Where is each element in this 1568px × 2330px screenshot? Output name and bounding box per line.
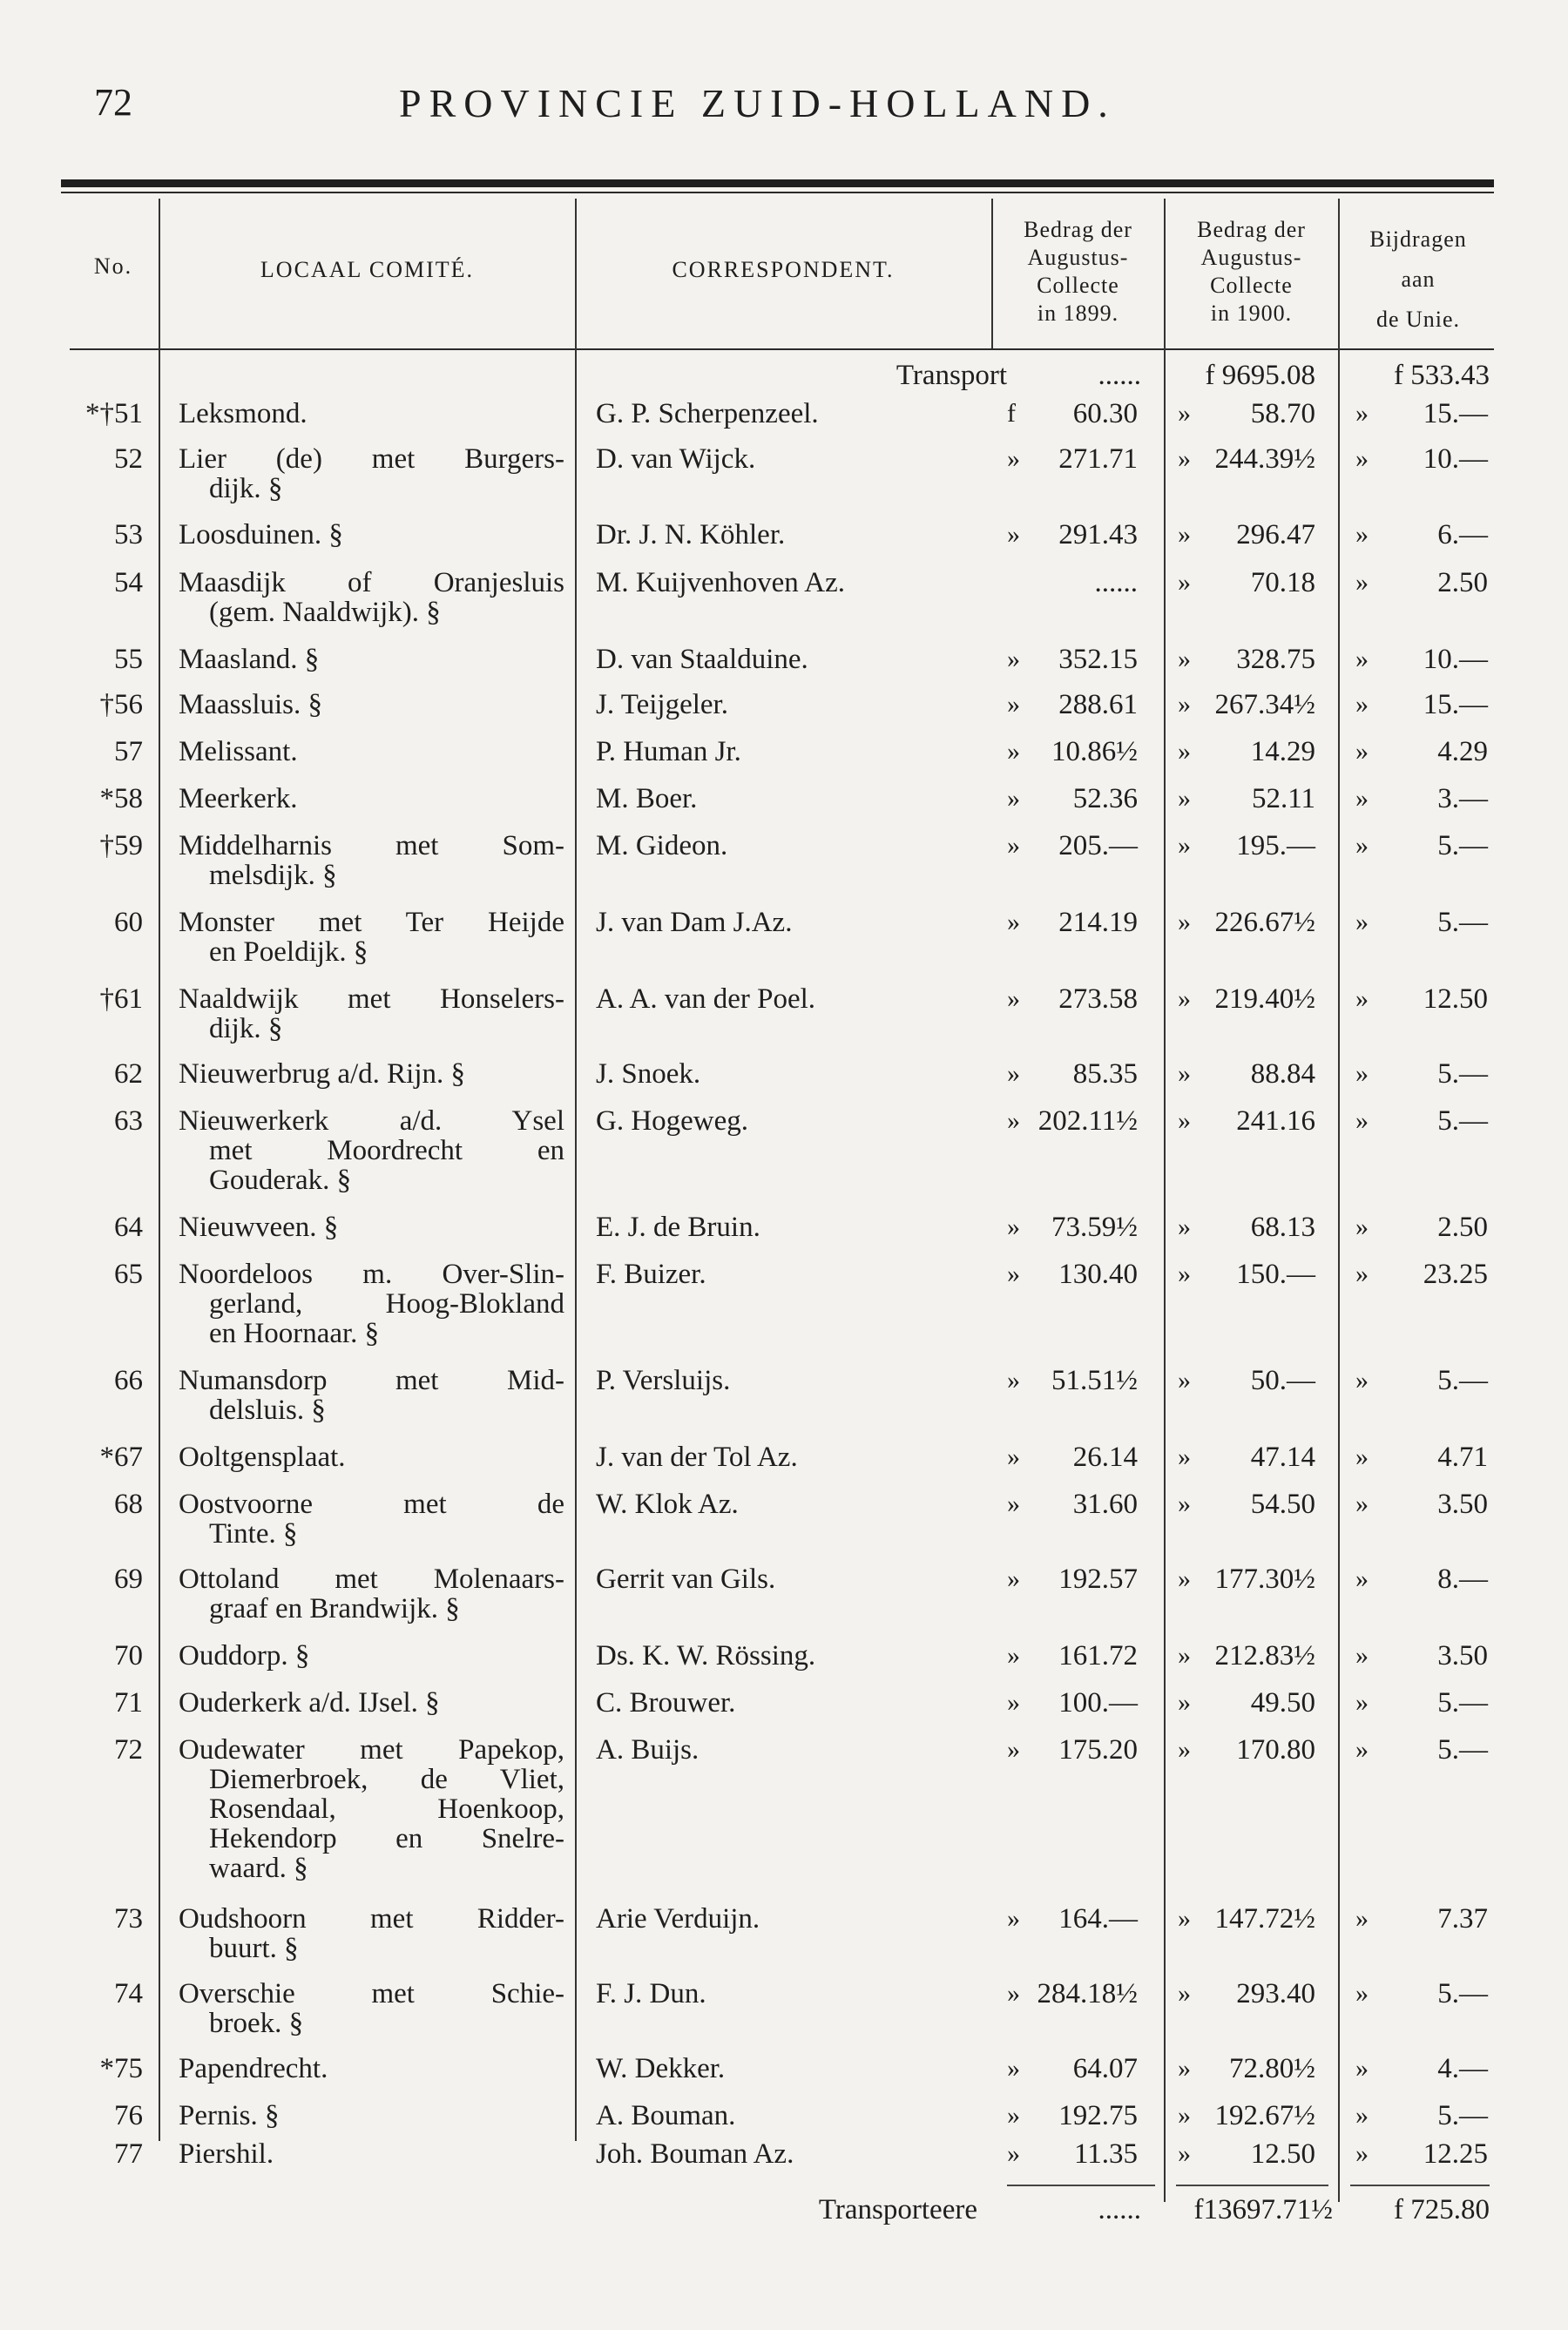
row-number: 72 bbox=[114, 1734, 143, 1766]
correspondent: A. Buijs. bbox=[596, 1734, 700, 1766]
amount-1900: 58.70 bbox=[1250, 398, 1315, 429]
prefix-unie: » bbox=[1355, 1564, 1369, 1593]
row-number: 66 bbox=[114, 1365, 143, 1396]
comite-line: Numansdorp met Mid- bbox=[179, 1365, 564, 1396]
correspondent: A. Bouman. bbox=[596, 2100, 736, 2131]
amount-1899: 192.57 bbox=[1058, 1563, 1138, 1595]
col-sep-1 bbox=[159, 199, 160, 2141]
amount-1900: 54.50 bbox=[1250, 1489, 1315, 1520]
amount-1900: 177.30½ bbox=[1214, 1563, 1315, 1595]
prefix-1899: » bbox=[1007, 645, 1020, 673]
header-no: No. bbox=[93, 253, 133, 279]
amount-unie: 4.29 bbox=[1437, 736, 1488, 767]
comite-line: Naaldwijk met Honselers- bbox=[179, 983, 564, 1015]
row-number: 65 bbox=[114, 1259, 143, 1290]
comite-line: Pernis. § bbox=[179, 2100, 280, 2131]
comite-line: Nieuwerkerk a/d. Ysel bbox=[179, 1105, 564, 1137]
amount-1900: 147.72½ bbox=[1214, 1903, 1315, 1935]
prefix-1899: » bbox=[1007, 444, 1020, 473]
comite-line: Noordeloos m. Over-Slin- bbox=[179, 1259, 564, 1290]
amount-unie: 6.— bbox=[1437, 519, 1488, 550]
sum-line-1899 bbox=[1007, 2185, 1155, 2186]
comite-line: waard. § bbox=[209, 1853, 308, 1884]
amount-unie: 3.50 bbox=[1437, 1489, 1488, 1520]
header-rule bbox=[70, 348, 1494, 350]
transporteere-1899: ...... bbox=[1098, 2194, 1141, 2225]
amount-unie: 12.50 bbox=[1423, 983, 1488, 1015]
prefix-1900: » bbox=[1178, 831, 1191, 860]
prefix-unie: » bbox=[1355, 568, 1369, 597]
transporteere-1900: f13697.71½ bbox=[1193, 2194, 1333, 2225]
amount-1899: 284.18½ bbox=[1037, 1978, 1138, 2009]
row-number: 52 bbox=[114, 443, 143, 475]
amount-1899: 175.20 bbox=[1058, 1734, 1138, 1766]
amount-1900: 192.67½ bbox=[1214, 2100, 1315, 2131]
amount-1900: 49.50 bbox=[1250, 1687, 1315, 1719]
row-number: 71 bbox=[114, 1687, 143, 1719]
comite-line: Piershil. bbox=[179, 2138, 274, 2170]
correspondent: J. Snoek. bbox=[596, 1058, 701, 1090]
comite-line: Maassluis. § bbox=[179, 689, 322, 720]
prefix-1899: » bbox=[1007, 831, 1020, 860]
prefix-unie: » bbox=[1355, 908, 1369, 936]
amount-1900: 195.— bbox=[1236, 830, 1315, 861]
prefix-1899: » bbox=[1007, 784, 1020, 813]
row-number: 74 bbox=[114, 1978, 143, 2009]
header-1899-line: Collecte bbox=[1037, 273, 1119, 298]
comite-line: dijk. § bbox=[209, 473, 283, 504]
correspondent: W. Dekker. bbox=[596, 2053, 726, 2084]
amount-unie: 15.— bbox=[1423, 689, 1488, 720]
prefix-1899: » bbox=[1007, 1059, 1020, 1088]
prefix-1900: » bbox=[1178, 690, 1191, 719]
prefix-unie: » bbox=[1355, 784, 1369, 813]
amount-1899: 205.— bbox=[1058, 830, 1138, 861]
prefix-1900: » bbox=[1178, 1260, 1191, 1288]
prefix-1899: » bbox=[1007, 2139, 1020, 2168]
header-1900-line: in 1900. bbox=[1210, 301, 1293, 326]
correspondent: F. Buizer. bbox=[596, 1259, 706, 1290]
amount-unie: 5.— bbox=[1437, 907, 1488, 938]
correspondent: P. Versluijs. bbox=[596, 1365, 731, 1396]
comite-line: Monster met Ter Heijde bbox=[179, 907, 564, 938]
row-number: †61 bbox=[99, 983, 143, 1015]
row-number: 77 bbox=[114, 2138, 143, 2170]
header-unie-line: de Unie. bbox=[1375, 307, 1461, 332]
prefix-unie: » bbox=[1355, 1489, 1369, 1518]
amount-1899: 130.40 bbox=[1058, 1259, 1138, 1290]
amount-1900: 88.84 bbox=[1250, 1058, 1315, 1090]
correspondent: M. Kuijvenhoven Az. bbox=[596, 567, 845, 598]
page-title: PROVINCIE ZUID-HOLLAND. bbox=[399, 81, 1116, 125]
comite-line: dijk. § bbox=[209, 1013, 283, 1044]
header-unie-line: aan bbox=[1401, 267, 1436, 292]
row-number: 60 bbox=[114, 907, 143, 938]
correspondent: C. Brouwer. bbox=[596, 1687, 736, 1719]
header-1900 bbox=[1166, 216, 1337, 328]
amount-1899: 288.61 bbox=[1058, 689, 1138, 720]
sum-line-unie bbox=[1350, 2185, 1490, 2186]
comite-line: met Moordrecht en bbox=[209, 1135, 564, 1166]
comite-line: Oudewater met Papekop, bbox=[179, 1734, 564, 1766]
prefix-unie: » bbox=[1355, 1641, 1369, 1670]
amount-1899: 73.59½ bbox=[1051, 1212, 1138, 1243]
header-1899 bbox=[993, 216, 1163, 328]
header-comite: LOCAAL COMITÉ. bbox=[260, 257, 475, 282]
amount-1899: 31.60 bbox=[1072, 1489, 1138, 1520]
correspondent: M. Gideon. bbox=[596, 830, 728, 861]
amount-1899: 273.58 bbox=[1058, 983, 1138, 1015]
transport-1900: f 9695.08 bbox=[1205, 360, 1315, 391]
row-number: 63 bbox=[114, 1105, 143, 1137]
amount-1899: 51.51½ bbox=[1051, 1365, 1138, 1396]
comite-line: Rosendaal, Hoenkoop, bbox=[209, 1793, 564, 1825]
prefix-1899: » bbox=[1007, 1212, 1020, 1241]
prefix-unie: » bbox=[1355, 444, 1369, 473]
row-number: †59 bbox=[99, 830, 143, 861]
correspondent: J. van der Tol Az. bbox=[596, 1442, 798, 1473]
prefix-1899: » bbox=[1007, 1442, 1020, 1471]
comite-line: Ouderkerk a/d. IJsel. § bbox=[179, 1687, 440, 1719]
prefix-1899: » bbox=[1007, 984, 1020, 1013]
amount-1899: 52.36 bbox=[1072, 783, 1138, 814]
prefix-unie: » bbox=[1355, 1212, 1369, 1241]
comite-line: Lier (de) met Burgers- bbox=[179, 443, 564, 475]
prefix-1900: » bbox=[1178, 2054, 1191, 2083]
header-correspondent: CORRESPONDENT. bbox=[672, 257, 895, 282]
amount-unie: 5.— bbox=[1437, 830, 1488, 861]
comite-line: buurt. § bbox=[209, 1933, 299, 1964]
correspondent: J. Teijgeler. bbox=[596, 689, 728, 720]
prefix-1899: » bbox=[1007, 520, 1020, 549]
amount-unie: 2.50 bbox=[1437, 567, 1488, 598]
correspondent: D. van Staalduine. bbox=[596, 644, 808, 675]
comite-line: Nieuwerbrug a/d. Rijn. § bbox=[179, 1058, 466, 1090]
correspondent: E. J. de Bruin. bbox=[596, 1212, 760, 1243]
comite-line: broek. § bbox=[209, 2008, 304, 2039]
prefix-1899: » bbox=[1007, 1979, 1020, 2008]
prefix-1900: » bbox=[1178, 1641, 1191, 1670]
comite-line: Ottoland met Molenaars- bbox=[179, 1563, 564, 1595]
prefix-1900: » bbox=[1178, 1564, 1191, 1593]
col-sep-4 bbox=[1164, 199, 1166, 2202]
amount-1900: 68.13 bbox=[1250, 1212, 1315, 1243]
correspondent: G. Hogeweg. bbox=[596, 1105, 749, 1137]
amount-unie: 5.— bbox=[1437, 1687, 1488, 1719]
amount-unie: 15.— bbox=[1423, 398, 1488, 429]
header-unie bbox=[1340, 219, 1497, 340]
prefix-1899: » bbox=[1007, 1489, 1020, 1518]
amount-unie: 2.50 bbox=[1437, 1212, 1488, 1243]
amount-1899: 26.14 bbox=[1072, 1442, 1138, 1473]
amount-1900: 328.75 bbox=[1236, 644, 1315, 675]
prefix-1900: » bbox=[1178, 984, 1191, 1013]
col-sep-2 bbox=[575, 199, 577, 2141]
amount-unie: 8.— bbox=[1437, 1563, 1488, 1595]
comite-line: Meerkerk. bbox=[179, 783, 298, 814]
prefix-1900: » bbox=[1178, 1489, 1191, 1518]
prefix-unie: » bbox=[1355, 984, 1369, 1013]
prefix-1900: » bbox=[1178, 645, 1191, 673]
prefix-unie: » bbox=[1355, 737, 1369, 766]
transport-unie: f 533.43 bbox=[1394, 360, 1490, 391]
comite-line: Middelharnis met Som- bbox=[179, 830, 564, 861]
prefix-1899: » bbox=[1007, 1904, 1020, 1933]
comite-line: delsluis. § bbox=[209, 1395, 326, 1426]
amount-1900: 244.39½ bbox=[1214, 443, 1315, 475]
prefix-1900: » bbox=[1178, 444, 1191, 473]
row-number: †56 bbox=[99, 689, 143, 720]
amount-unie: 7.37 bbox=[1437, 1903, 1488, 1935]
prefix-1899: » bbox=[1007, 1106, 1020, 1135]
correspondent: W. Klok Az. bbox=[596, 1489, 739, 1520]
prefix-1899: » bbox=[1007, 737, 1020, 766]
amount-1899: 202.11½ bbox=[1037, 1105, 1138, 1137]
correspondent: Arie Verduijn. bbox=[596, 1903, 760, 1935]
amount-1899: 214.19 bbox=[1058, 907, 1138, 938]
header-unie-line: Bijdragen bbox=[1369, 226, 1467, 252]
amount-1899: 10.86½ bbox=[1051, 736, 1138, 767]
row-number: 70 bbox=[114, 1640, 143, 1672]
top-rule-thick bbox=[61, 179, 1494, 187]
amount-unie: 4.— bbox=[1437, 2053, 1488, 2084]
amount-1899: 271.71 bbox=[1058, 443, 1138, 475]
row-number: 73 bbox=[114, 1903, 143, 1935]
amount-1900: 14.29 bbox=[1250, 736, 1315, 767]
prefix-1900: » bbox=[1178, 1212, 1191, 1241]
row-number: 55 bbox=[114, 644, 143, 675]
comite-line: Loosduinen. § bbox=[179, 519, 343, 550]
correspondent: F. J. Dun. bbox=[596, 1978, 706, 2009]
amount-1900: 296.47 bbox=[1236, 519, 1315, 550]
prefix-1900: » bbox=[1178, 908, 1191, 936]
prefix-unie: » bbox=[1355, 2139, 1369, 2168]
prefix-1899: » bbox=[1007, 2054, 1020, 2083]
header-1900-line: Collecte bbox=[1210, 273, 1293, 298]
comite-line: Ouddorp. § bbox=[179, 1640, 310, 1672]
prefix-unie: » bbox=[1355, 690, 1369, 719]
amount-1900: 219.40½ bbox=[1214, 983, 1315, 1015]
comite-line: en Poeldijk. § bbox=[209, 936, 368, 968]
amount-unie: 10.— bbox=[1423, 443, 1488, 475]
comite-line: Leksmond. bbox=[179, 398, 308, 429]
amount-unie: 5.— bbox=[1437, 1105, 1488, 1137]
amount-1900: 50.— bbox=[1250, 1365, 1315, 1396]
correspondent: Dr. J. N. Köhler. bbox=[596, 519, 786, 550]
prefix-1900: » bbox=[1178, 2139, 1191, 2168]
prefix-1900: » bbox=[1178, 1059, 1191, 1088]
prefix-1899: » bbox=[1007, 2101, 1020, 2130]
amount-1899: 64.07 bbox=[1072, 2053, 1138, 2084]
prefix-1899: » bbox=[1007, 1260, 1020, 1288]
header-1899-line: Augustus- bbox=[1027, 245, 1129, 270]
amount-1900: 150.— bbox=[1236, 1259, 1315, 1290]
amount-1900: 293.40 bbox=[1236, 1978, 1315, 2009]
prefix-unie: » bbox=[1355, 1106, 1369, 1135]
amount-1900: 267.34½ bbox=[1214, 689, 1315, 720]
transporteere-label: Transporteere bbox=[818, 2194, 977, 2225]
row-number: 69 bbox=[114, 1563, 143, 1595]
comite-line: Maasland. § bbox=[179, 644, 320, 675]
amount-1900: 72.80½ bbox=[1229, 2053, 1315, 2084]
comite-line: Ooltgensplaat. bbox=[179, 1442, 346, 1473]
prefix-1900: » bbox=[1178, 784, 1191, 813]
correspondent: M. Boer. bbox=[596, 783, 698, 814]
prefix-1900: » bbox=[1178, 399, 1191, 428]
prefix-1900: » bbox=[1178, 1735, 1191, 1764]
prefix-1899: » bbox=[1007, 1366, 1020, 1395]
amount-1900: 170.80 bbox=[1236, 1734, 1315, 1766]
prefix-1900: » bbox=[1178, 520, 1191, 549]
comite-line: Hekendorp en Snelre- bbox=[209, 1823, 564, 1854]
prefix-1899: » bbox=[1007, 690, 1020, 719]
correspondent: D. van Wijck. bbox=[596, 443, 756, 475]
amount-unie: 10.— bbox=[1423, 644, 1488, 675]
prefix-1900: » bbox=[1178, 2101, 1191, 2130]
header-1899-line: Bedrag der bbox=[1024, 217, 1132, 242]
comite-line: graaf en Brandwijk. § bbox=[209, 1593, 460, 1624]
prefix-1899: f bbox=[1007, 399, 1016, 428]
prefix-unie: » bbox=[1355, 2054, 1369, 2083]
prefix-unie: » bbox=[1355, 1979, 1369, 2008]
amount-1899: 11.35 bbox=[1073, 2138, 1138, 2170]
amount-unie: 3.50 bbox=[1437, 1640, 1488, 1672]
prefix-unie: » bbox=[1355, 1059, 1369, 1088]
amount-1899: 60.30 bbox=[1072, 398, 1138, 429]
prefix-unie: » bbox=[1355, 645, 1369, 673]
amount-1899: 85.35 bbox=[1072, 1058, 1138, 1090]
amount-1900: 70.18 bbox=[1250, 567, 1315, 598]
header-1900-line: Augustus- bbox=[1200, 245, 1302, 270]
comite-line: Maasdijk of Oranjesluis bbox=[179, 567, 564, 598]
amount-1899: 291.43 bbox=[1058, 519, 1138, 550]
correspondent: Ds. K. W. Rössing. bbox=[596, 1640, 816, 1672]
prefix-1900: » bbox=[1178, 1979, 1191, 2008]
prefix-1900: » bbox=[1178, 1366, 1191, 1395]
prefix-unie: » bbox=[1355, 1442, 1369, 1471]
comite-line: Nieuwveen. § bbox=[179, 1212, 339, 1243]
amount-1899: 352.15 bbox=[1058, 644, 1138, 675]
prefix-1899: » bbox=[1007, 1688, 1020, 1717]
amount-unie: 5.— bbox=[1437, 1365, 1488, 1396]
amount-1899: 100.— bbox=[1058, 1687, 1138, 1719]
comite-line: gerland, Hoog-Blokland bbox=[209, 1288, 564, 1320]
prefix-1899: » bbox=[1007, 1641, 1020, 1670]
prefix-unie: » bbox=[1355, 399, 1369, 428]
sum-line-1900 bbox=[1176, 2185, 1328, 2186]
page-number: 72 bbox=[94, 81, 132, 124]
transport-label: Transport bbox=[896, 360, 1007, 391]
correspondent: Joh. Bouman Az. bbox=[596, 2138, 794, 2170]
row-number: 68 bbox=[114, 1489, 143, 1520]
row-number: *†51 bbox=[85, 398, 143, 429]
amount-1899: 161.72 bbox=[1058, 1640, 1138, 1672]
comite-line: en Hoornaar. § bbox=[209, 1318, 380, 1349]
comite-line: Oudshoorn met Ridder- bbox=[179, 1903, 564, 1935]
prefix-unie: » bbox=[1355, 1260, 1369, 1288]
comite-line: Oostvoorne met de bbox=[179, 1489, 564, 1520]
prefix-unie: » bbox=[1355, 831, 1369, 860]
comite-line: Diemerbroek, de Vliet, bbox=[209, 1764, 564, 1795]
row-number: *75 bbox=[99, 2053, 143, 2084]
row-number: 76 bbox=[114, 2100, 143, 2131]
prefix-1899: » bbox=[1007, 1735, 1020, 1764]
amount-unie: 5.— bbox=[1437, 2100, 1488, 2131]
amount-1900: 12.50 bbox=[1250, 2138, 1315, 2170]
comite-line: melsdijk. § bbox=[209, 860, 337, 891]
correspondent: Gerrit van Gils. bbox=[596, 1563, 776, 1595]
top-rule-thin bbox=[61, 192, 1494, 193]
correspondent: J. van Dam J.Az. bbox=[596, 907, 793, 938]
amount-unie: 5.— bbox=[1437, 1058, 1488, 1090]
prefix-unie: » bbox=[1355, 2101, 1369, 2130]
row-number: *67 bbox=[99, 1442, 143, 1473]
amount-unie: 5.— bbox=[1437, 1734, 1488, 1766]
amount-1900: 226.67½ bbox=[1214, 907, 1315, 938]
correspondent: A. A. van der Poel. bbox=[596, 983, 816, 1015]
prefix-1900: » bbox=[1178, 568, 1191, 597]
row-number: 64 bbox=[114, 1212, 143, 1243]
correspondent: G. P. Scherpenzeel. bbox=[596, 398, 819, 429]
row-number: 53 bbox=[114, 519, 143, 550]
row-number: 54 bbox=[114, 567, 143, 598]
prefix-unie: » bbox=[1355, 520, 1369, 549]
prefix-unie: » bbox=[1355, 1735, 1369, 1764]
col-sep-5 bbox=[1338, 199, 1340, 2202]
header-1899-line: in 1899. bbox=[1037, 301, 1119, 326]
row-number: *58 bbox=[99, 783, 143, 814]
transporteere-unie: f 725.80 bbox=[1394, 2194, 1490, 2225]
comite-line: Overschie met Schie- bbox=[179, 1978, 564, 2009]
comite-line: Melissant. bbox=[179, 736, 298, 767]
prefix-unie: » bbox=[1355, 1366, 1369, 1395]
amount-1899: ...... bbox=[1094, 567, 1138, 598]
amount-unie: 23.25 bbox=[1423, 1259, 1488, 1290]
prefix-1899: » bbox=[1007, 908, 1020, 936]
amount-1900: 241.16 bbox=[1236, 1105, 1315, 1137]
amount-1900: 52.11 bbox=[1251, 783, 1315, 814]
amount-unie: 5.— bbox=[1437, 1978, 1488, 2009]
prefix-1900: » bbox=[1178, 1106, 1191, 1135]
header-1900-line: Bedrag der bbox=[1197, 217, 1306, 242]
amount-unie: 12.25 bbox=[1423, 2138, 1488, 2170]
prefix-1900: » bbox=[1178, 1442, 1191, 1471]
prefix-1900: » bbox=[1178, 1688, 1191, 1717]
amount-1899: 192.75 bbox=[1058, 2100, 1138, 2131]
correspondent: P. Human Jr. bbox=[596, 736, 741, 767]
prefix-unie: » bbox=[1355, 1688, 1369, 1717]
comite-line: Tinte. § bbox=[209, 1518, 298, 1550]
comite-line: Papendrecht. bbox=[179, 2053, 328, 2084]
transport-1899: ...... bbox=[1098, 360, 1141, 391]
row-number: 57 bbox=[114, 736, 143, 767]
prefix-1899: » bbox=[1007, 1564, 1020, 1593]
amount-1900: 47.14 bbox=[1250, 1442, 1315, 1473]
amount-unie: 3.— bbox=[1437, 783, 1488, 814]
amount-1899: 164.— bbox=[1058, 1903, 1138, 1935]
prefix-1900: » bbox=[1178, 737, 1191, 766]
comite-line: Gouderak. § bbox=[209, 1165, 352, 1196]
prefix-1900: » bbox=[1178, 1904, 1191, 1933]
prefix-unie: » bbox=[1355, 1904, 1369, 1933]
comite-line: (gem. Naaldwijk). § bbox=[209, 597, 441, 628]
amount-unie: 4.71 bbox=[1437, 1442, 1488, 1473]
row-number: 62 bbox=[114, 1058, 143, 1090]
amount-1900: 212.83½ bbox=[1214, 1640, 1315, 1672]
